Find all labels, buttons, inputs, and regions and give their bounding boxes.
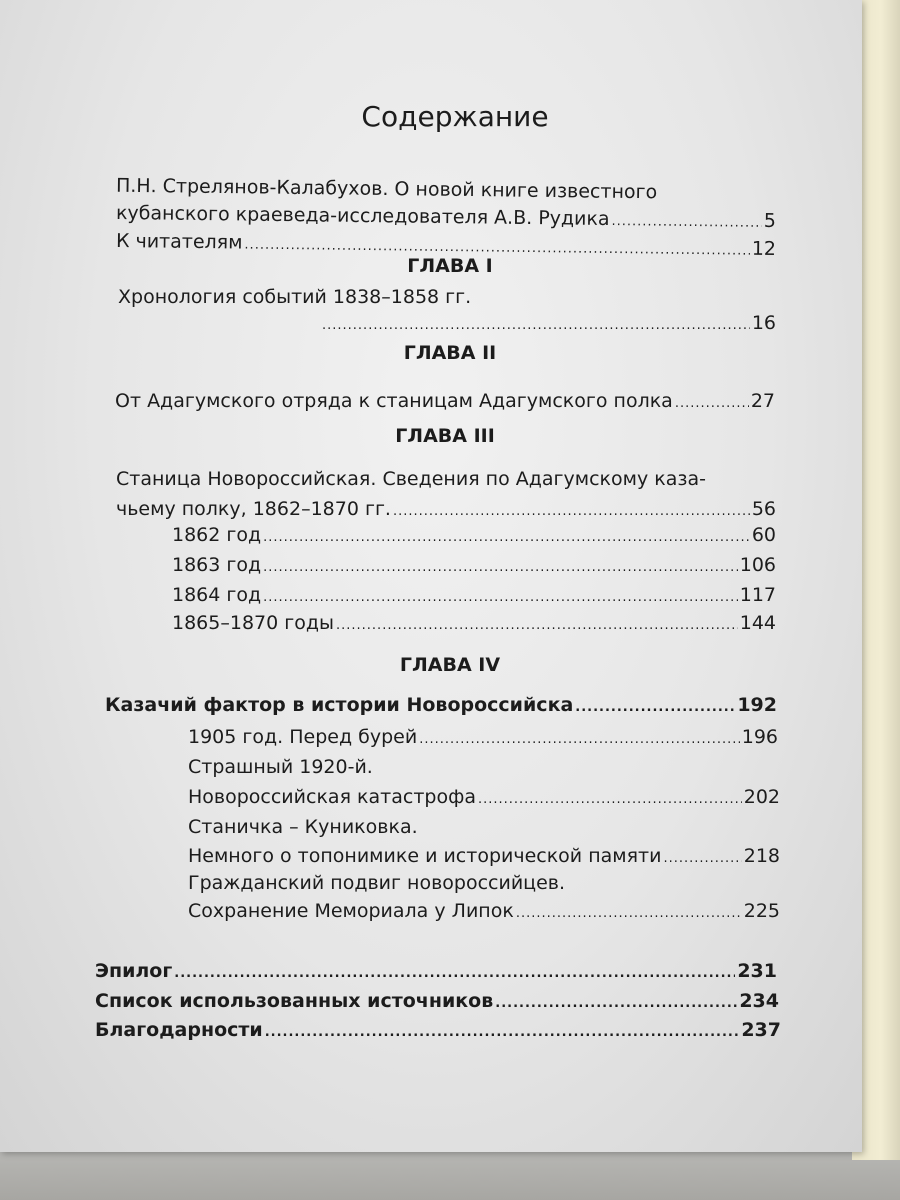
chapter-heading: ГЛАВА IV (399, 654, 501, 676)
toc-entry-page: 106 (739, 554, 776, 576)
toc-entry-label: Благодарности (95, 1019, 263, 1041)
leader-dots (263, 554, 738, 576)
leader-dots (174, 960, 735, 982)
toc-entry-page: 218 (743, 845, 780, 867)
leader-dots (675, 390, 749, 412)
toc-entry-label: кубанского краеведа-исследователя А.В. Рудика (115, 201, 610, 230)
toc-entry-page: 12 (751, 237, 777, 261)
toc-entry[interactable] (95, 1019, 781, 1041)
toc-intro-line1: П.Н. Стрелянов-Калабухов. О новой книге известного (115, 174, 658, 204)
chapter-heading: ГЛАВА II (403, 342, 497, 364)
toc-subentry[interactable] (172, 524, 776, 546)
toc-entry-label: Казачий фактор в истории Новороссийска (105, 694, 574, 716)
toc-entry-label[interactable]: Станица Новороссийская. Сведения по Адагумскому каза- (116, 468, 706, 490)
toc-entry-label: 1864 год (172, 584, 262, 606)
leader-dots (663, 845, 741, 867)
toc-entry-page: 60 (751, 524, 776, 546)
toc-entry-page: 27 (750, 390, 775, 412)
leader-dots (263, 524, 750, 546)
toc-subentry[interactable] (172, 612, 776, 634)
chapter-heading: ГЛАВА III (395, 425, 495, 447)
toc-subentry[interactable] (188, 726, 778, 748)
toc-entry-page: 56 (751, 498, 776, 520)
leader-dots (322, 312, 750, 334)
toc-entry-label: чьему полку, 1862–1870 гг. (116, 498, 391, 520)
toc-entry[interactable] (116, 202, 776, 232)
leader-dots (478, 786, 742, 808)
leader-dots (393, 498, 750, 520)
toc-entry-page: 234 (739, 990, 779, 1012)
toc-entry-label: 1905 год. Перед бурей (188, 726, 418, 748)
toc-entry[interactable] (95, 960, 777, 982)
toc-subentry-label[interactable]: Станичка – Куниковка. (188, 816, 418, 838)
toc-entry-page: 202 (743, 786, 780, 808)
leader-dots (265, 1019, 740, 1041)
leader-dots (516, 900, 742, 922)
toc-entry[interactable] (95, 990, 779, 1012)
toc-entry-label: К читателям (115, 229, 243, 254)
toc-entry-label: Список использованных источников (95, 990, 494, 1012)
toc-entry-page: 16 (751, 312, 776, 334)
toc-entry-label: Новороссийская катастрофа (188, 786, 476, 808)
leader-dots (336, 612, 738, 634)
toc-entry-page: 196 (741, 726, 778, 748)
toc-entry[interactable] (115, 390, 775, 412)
toc-entry-label: Сохранение Мемориала у Липок (188, 900, 514, 922)
page-title: Содержание (361, 100, 549, 133)
toc-entry-label: Немного о топонимике и исторической памяти (188, 845, 662, 867)
leader-dots (419, 726, 740, 748)
toc-subentry-label[interactable]: Страшный 1920-й. (188, 756, 373, 778)
toc-entry-label: 1863 год (172, 554, 262, 576)
leader-dots (575, 694, 735, 716)
toc-entry-label: 1862 год (172, 524, 262, 546)
toc-entry-page: 237 (741, 1019, 781, 1041)
toc-subentry[interactable] (188, 900, 780, 922)
toc-subentry[interactable] (172, 584, 776, 606)
toc-subentry[interactable] (172, 554, 776, 576)
toc-subentry[interactable] (188, 786, 780, 808)
toc-entry-page: 5 (763, 209, 777, 233)
toc-entry[interactable] (320, 312, 776, 334)
toc-entry-page: 117 (739, 584, 776, 606)
toc-entry[interactable] (105, 694, 777, 716)
toc-subentry[interactable] (188, 845, 780, 867)
leader-dots (495, 990, 737, 1012)
toc-entry-label: Эпилог (95, 960, 173, 982)
toc-entry-label[interactable]: Хронология событий 1838–1858 гг. (118, 286, 472, 308)
toc-entry-page: 225 (743, 900, 780, 922)
toc-entry[interactable] (116, 498, 776, 520)
toc-entry-label: 1865–1870 годы (172, 612, 334, 634)
toc-entry-label: От Адагумского отряда к станицам Адагумского полка (115, 390, 673, 412)
toc-subentry-label[interactable]: Гражданский подвиг новороссийцев. (188, 872, 566, 894)
leader-dots (263, 584, 738, 606)
leader-dots (611, 208, 762, 232)
toc-entry-page: 144 (739, 612, 776, 634)
chapter-heading: ГЛАВА I (407, 255, 493, 277)
toc-entry-page: 192 (737, 694, 777, 716)
toc-entry-page: 231 (737, 960, 777, 982)
